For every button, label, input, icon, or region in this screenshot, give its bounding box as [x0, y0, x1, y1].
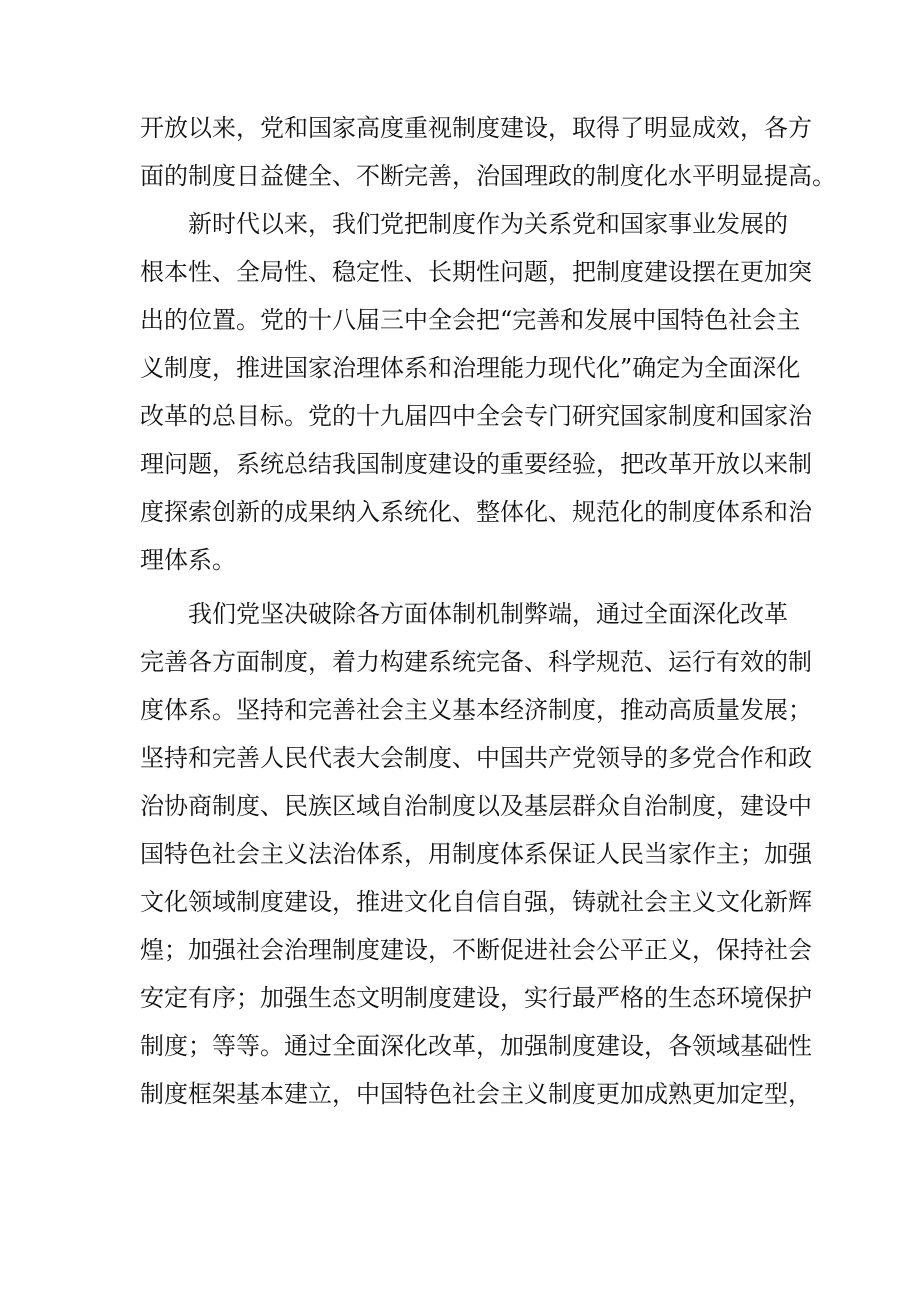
paragraph-3-line-10: 制度；等等。通过全面深化改革，加强制度建设，各领域基础性 — [140, 1032, 812, 1060]
paragraph-3-line-11: 制度框架基本建立，中国特色社会主义制度更加成熟更加定型， — [140, 1080, 812, 1108]
paragraph-2-line-7: 度探索创新的成果纳入系统化、整体化、规范化的制度体系和治 — [140, 498, 812, 526]
paragraph-3-line-9: 安定有序；加强生态文明制度建设，实行最严格的生态环境保护 — [140, 984, 812, 1012]
paragraph-3-line-4: 坚持和完善人民代表大会制度、中国共产党领导的多党合作和政 — [140, 744, 812, 772]
paragraph-2-line-1: 新时代以来，我们党把制度作为关系党和国家事业发展的 — [188, 210, 788, 238]
paragraph-3-line-2: 完善各方面制度，着力构建系统完备、科学规范、运行有效的制 — [140, 648, 812, 676]
paragraph-3-line-7: 文化领域制度建设，推进文化自信自强，铸就社会主义文化新辉 — [140, 888, 812, 916]
paragraph-2-line-4: 义制度，推进国家治理体系和治理能力现代化”确定为全面深化 — [140, 354, 801, 382]
paragraph-3-line-5: 治协商制度、民族区域自治制度以及基层群众自治制度，建设中 — [140, 792, 812, 820]
paragraph-2-line-3: 出的位置。党的十八届三中全会把“完善和发展中国特色社会主 — [140, 306, 801, 334]
paragraph-3-line-3: 度体系。坚持和完善社会主义基本经济制度，推动高质量发展； — [140, 696, 812, 724]
paragraph-3-line-8: 煌；加强社会治理制度建设，不断促进社会公平正义，保持社会 — [140, 936, 812, 964]
paragraph-2-line-6: 理问题，系统总结我国制度建设的重要经验，把改革开放以来制 — [140, 450, 812, 478]
paragraph-3-line-6: 国特色社会主义法治体系，用制度体系保证人民当家作主；加强 — [140, 840, 812, 868]
paragraph-3-line-1: 我们党坚决破除各方面体制机制弊端，通过全面深化改革 — [188, 600, 788, 628]
paragraph-1-line-1: 开放以来，党和国家高度重视制度建设，取得了明显成效，各方 — [140, 114, 812, 142]
paragraph-2-line-8: 理体系。 — [140, 546, 236, 574]
paragraph-2-line-2: 根本性、全局性、稳定性、长期性问题，把制度建设摆在更加突 — [140, 258, 812, 286]
paragraph-2-line-5: 改革的总目标。党的十九届四中全会专门研究国家制度和国家治 — [140, 402, 812, 430]
paragraph-1-line-2: 面的制度日益健全、不断完善，治国理政的制度化水平明显提高。 — [140, 162, 836, 190]
